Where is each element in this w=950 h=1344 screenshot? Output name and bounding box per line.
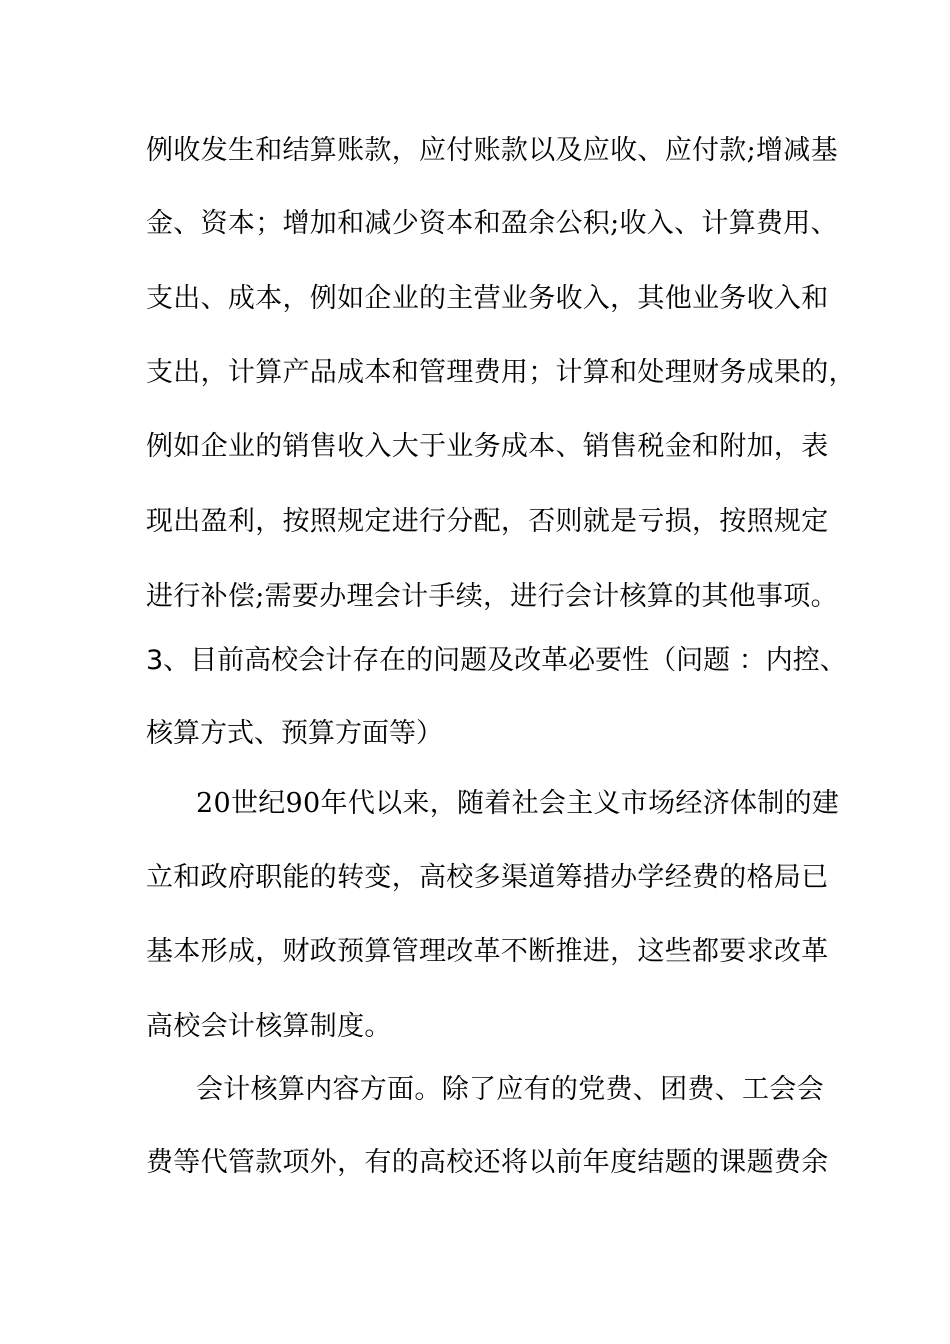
- paragraph-2-line-1: 20世纪90年代以来，随着社会主义市场经济体制的建: [196, 788, 840, 819]
- paragraph-2-line-4: 高校会计核算制度。: [146, 1011, 392, 1042]
- paragraph-1-line-6: 现出盈利，按照规定进行分配，否则就是亏损，按照规定: [146, 506, 829, 537]
- paragraph-1-line-5: 例如企业的销售收入大于业务成本、销售税金和附加，表: [146, 431, 829, 462]
- paragraph-1-line-7: 进行补偿;需要办理会计手续，进行会计核算的其他事项。: [146, 581, 838, 612]
- section-heading-line-2: 核算方式、预算方面等）: [146, 718, 443, 749]
- paragraph-1-line-3: 支出、成本，例如企业的主营业务收入，其他业务收入和: [146, 283, 829, 314]
- section-heading-line-1: 3、目前高校会计存在的问题及改革必要性（问题 ：内控、: [146, 645, 847, 676]
- paragraph-3-line-2: 费等代管款项外，有的高校还将以前年度结题的课题费余: [146, 1147, 829, 1178]
- paragraph-2-line-3: 基本形成，财政预算管理改革不断推进，这些都要求改革: [146, 936, 829, 967]
- paragraph-3-line-1: 会计核算内容方面。除了应有的党费、团费、工会会: [196, 1074, 824, 1105]
- paragraph-2-line-2: 立和政府职能的转变，高校多渠道筹措办学经费的格局已: [146, 862, 829, 893]
- paragraph-1-line-2: 金、资本；增加和减少资本和盈余公积;收入、计算费用、: [146, 208, 838, 239]
- paragraph-1-line-4: 支出，计算产品成本和管理费用；计算和处理财务成果的，: [146, 357, 856, 388]
- paragraph-1-line-1: 例收发生和结算账款，应付账款以及应收、应付款;增减基: [146, 135, 838, 166]
